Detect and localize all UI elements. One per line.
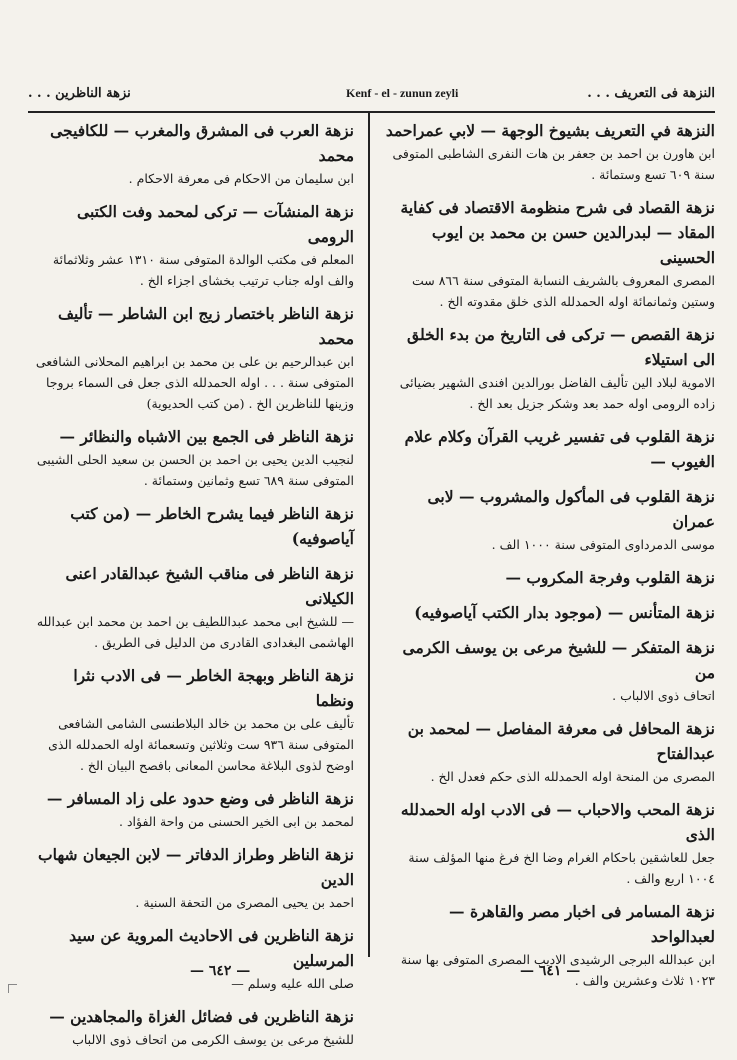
entry-body: جعل للعاشقين باحكام الغرام وضا الخ فرغ منها المؤلف سنة ١٠٠٤ اربع والف . bbox=[408, 850, 715, 886]
entry-title: نزهة الناظرين فى الاحاديث المروية عن سيد المرسلين bbox=[69, 926, 354, 970]
entry-title: نزهة القلوب فى المأكول والمشروب — لابى عمران bbox=[427, 487, 715, 531]
header-right-title: النزهة فى التعريف . . . bbox=[587, 86, 715, 101]
entry-title: نزهة الناظر فيما يشرح الخاطر — (من كتب آياصوفيه) bbox=[70, 504, 354, 548]
entry bbox=[32, 786, 354, 832]
entry-title: نزهة القصاد فى شرح منظومة الاقتصاد فى كفاية المقاد — لبدرالدين حسن بن محمد بن ايوب الحسينى bbox=[400, 198, 715, 267]
entry-title: نزهة الناظر وطراز الدفاتر — لابن الجيعان شهاب الدين bbox=[38, 845, 354, 889]
entry-body: احمد بن يحيى المصرى من التحفة السنية . bbox=[135, 895, 354, 910]
entry-title: نزهة المتأنس — (موجود بدار الكتب آياصوفيه) bbox=[414, 603, 715, 622]
entry-body: ابن سليمان من الاحكام فى معرفة الاحكام . bbox=[128, 171, 354, 186]
entry-title: النزهة في التعريف بشيوخ الوجهة — لابي عمراحمد bbox=[385, 121, 715, 140]
entry-title: نزهة المتفكر — للشيخ مرعى بن يوسف الكرمى من bbox=[402, 638, 715, 682]
entry-title: نزهة العرب فى المشرق والمغرب — للكافيجى محمد bbox=[50, 121, 354, 165]
page-number-right: — ٦٤١ — bbox=[520, 963, 581, 979]
entry-body: لنجيب الدين يحيى بن احمد بن الحسن بن سعيد الحلى الشيبى المتوفى سنة ٦٨٩ تسع وثمانين وستمائة . bbox=[36, 452, 354, 488]
entry bbox=[32, 663, 354, 776]
entry bbox=[380, 635, 715, 706]
column-divider bbox=[368, 112, 370, 957]
header-center-title: Kenf - el - zunun zeyli bbox=[346, 86, 459, 100]
entry bbox=[32, 301, 354, 414]
entry-body: صلى الله عليه وسلم — bbox=[231, 976, 354, 991]
entry-body: المصرى المعروف بالشريف النسابة المتوفى سنة ٨٦٦ ست وستين وثمانمائة اوله الحمدلله الذى خلق مقدوته الخ . bbox=[411, 273, 715, 309]
entry-title: نزهة القلوب فى تفسير غريب القرآن وكلام علام الغيوب — bbox=[404, 427, 715, 471]
header-rule bbox=[28, 111, 715, 113]
entry-title: نزهة الناظر باختصار زيج ابن الشاطر — تأليف محمد bbox=[57, 304, 354, 348]
entry-title: نزهة المسامر فى اخبار مصر والقاهرة — لعبدالواحد bbox=[449, 902, 715, 946]
entry-body: ابن عبدالله البرجى الرشيدى الاديب المصرى المتوفى بها سنة ١٠٢٣ ثلاث وعشرين والف . bbox=[400, 952, 715, 988]
entry-body: المصرى من المنحة اوله الحمدلله الذى حكم فعدل الخ . bbox=[430, 769, 715, 784]
entry-body: المعلم فى مكتب الوالدة المتوفى سنة ١٣١٠ عشر وثلاثمائة والف اوله جناب ترتيب بخشاى اجزاء الخ . bbox=[52, 252, 354, 288]
entry bbox=[32, 501, 354, 551]
entry bbox=[380, 424, 715, 474]
entry bbox=[380, 716, 715, 787]
entry-body: الاموية لبلاد الين تأليف الفاضل بورالدين افندى الشهير بضيائى زاده الرومى اوله حمد بعد وشكر جزيل بعد الخ . bbox=[399, 375, 715, 411]
entry-body: تأليف على بن محمد بن خالد البلاطنسى الشامى الشافعى المتوفى سنة ٩٣٦ ست وثلاثين وتسعمائة اوله الحمدلله الذى اوضح لذوى البلاغة محاسن المعانى بافصح البيان الخ . bbox=[48, 716, 354, 773]
entry bbox=[380, 565, 715, 590]
entry-body: لمحمد بن ابى الخير الحسنى من واحة الفؤاد . bbox=[119, 814, 354, 829]
header-left-title: نزهة الناظرين . . . bbox=[28, 86, 131, 101]
corner-mark bbox=[8, 984, 17, 993]
entry-title: نزهة المحافل فى معرفة المفاصل — لمحمد بن عبدالفتاح bbox=[407, 719, 715, 763]
entry-title: نزهة المنشآت — تركى لمحمد وفت الكتبى الرومى bbox=[77, 202, 354, 246]
entry-body: — للشيخ ابى محمد عبداللطيف بن احمد بن محمد ابن عبدالله الهاشمى البغدادى القادرى من الدليل فى الطريق . bbox=[36, 614, 354, 650]
entry-title: نزهة الناظر فى وضع حدود على زاد المسافر — bbox=[46, 789, 354, 808]
entry bbox=[380, 118, 715, 185]
entry bbox=[32, 424, 354, 491]
entry bbox=[32, 923, 354, 994]
page-header bbox=[28, 72, 715, 112]
entry bbox=[380, 195, 715, 312]
entry-body: ابن عبدالرحيم بن على بن محمد بن ابراهيم المحلانى الشافعى المتوفى سنة . . . اوله الحمدلله الذى جعل فى السماء بروجا وزينها للناظرين الخ . (من كتب الحديوية) bbox=[35, 354, 354, 411]
entry bbox=[380, 322, 715, 414]
entry bbox=[380, 600, 715, 625]
entry bbox=[32, 118, 354, 189]
entry-body: موسى الدمرداوى المتوفى سنة ١٠٠٠ الف . bbox=[491, 537, 715, 552]
entry bbox=[380, 484, 715, 555]
left-column bbox=[32, 118, 354, 1060]
entry-title: نزهة الناظر فى الجمع بين الاشباه والنظائر — bbox=[59, 427, 354, 446]
entry-title: نزهة الناظر وبهجة الخاطر — فى الادب نثرا ونظما bbox=[73, 666, 354, 710]
entry bbox=[32, 199, 354, 291]
entry-body: اتحاف ذوى الالباب . bbox=[612, 688, 715, 703]
entry-title: نزهة القلوب وفرجة المكروب — bbox=[505, 568, 715, 587]
entry-title: نزهة المحب والاحباب — فى الادب اوله الحمدلله الذى bbox=[400, 800, 715, 844]
entry-body: ابن هاورن بن احمد بن جعفر بن هات النفرى الشاطبى المتوفى سنة ٦٠٩ تسع وستمائة . bbox=[392, 146, 715, 182]
page-number-left: — ٦٤٢ — bbox=[190, 963, 251, 979]
entry-title: نزهة الناظر فى مناقب الشيخ عبدالقادر اعنى الكيلانى bbox=[65, 564, 354, 608]
entry bbox=[380, 797, 715, 889]
entry bbox=[32, 1004, 354, 1050]
entry-title: نزهة الناظرين فى فضائل الغزاة والمجاهدين — bbox=[49, 1007, 354, 1026]
entry bbox=[32, 561, 354, 653]
entry-title: نزهة القصص — تركى فى التاريخ من بدء الخلق الى استيلاء bbox=[407, 325, 715, 369]
right-column bbox=[380, 118, 715, 1001]
entry-body: للشيخ مرعى بن يوسف الكرمى من اتحاف ذوى الالباب bbox=[72, 1032, 354, 1047]
entry bbox=[32, 842, 354, 913]
